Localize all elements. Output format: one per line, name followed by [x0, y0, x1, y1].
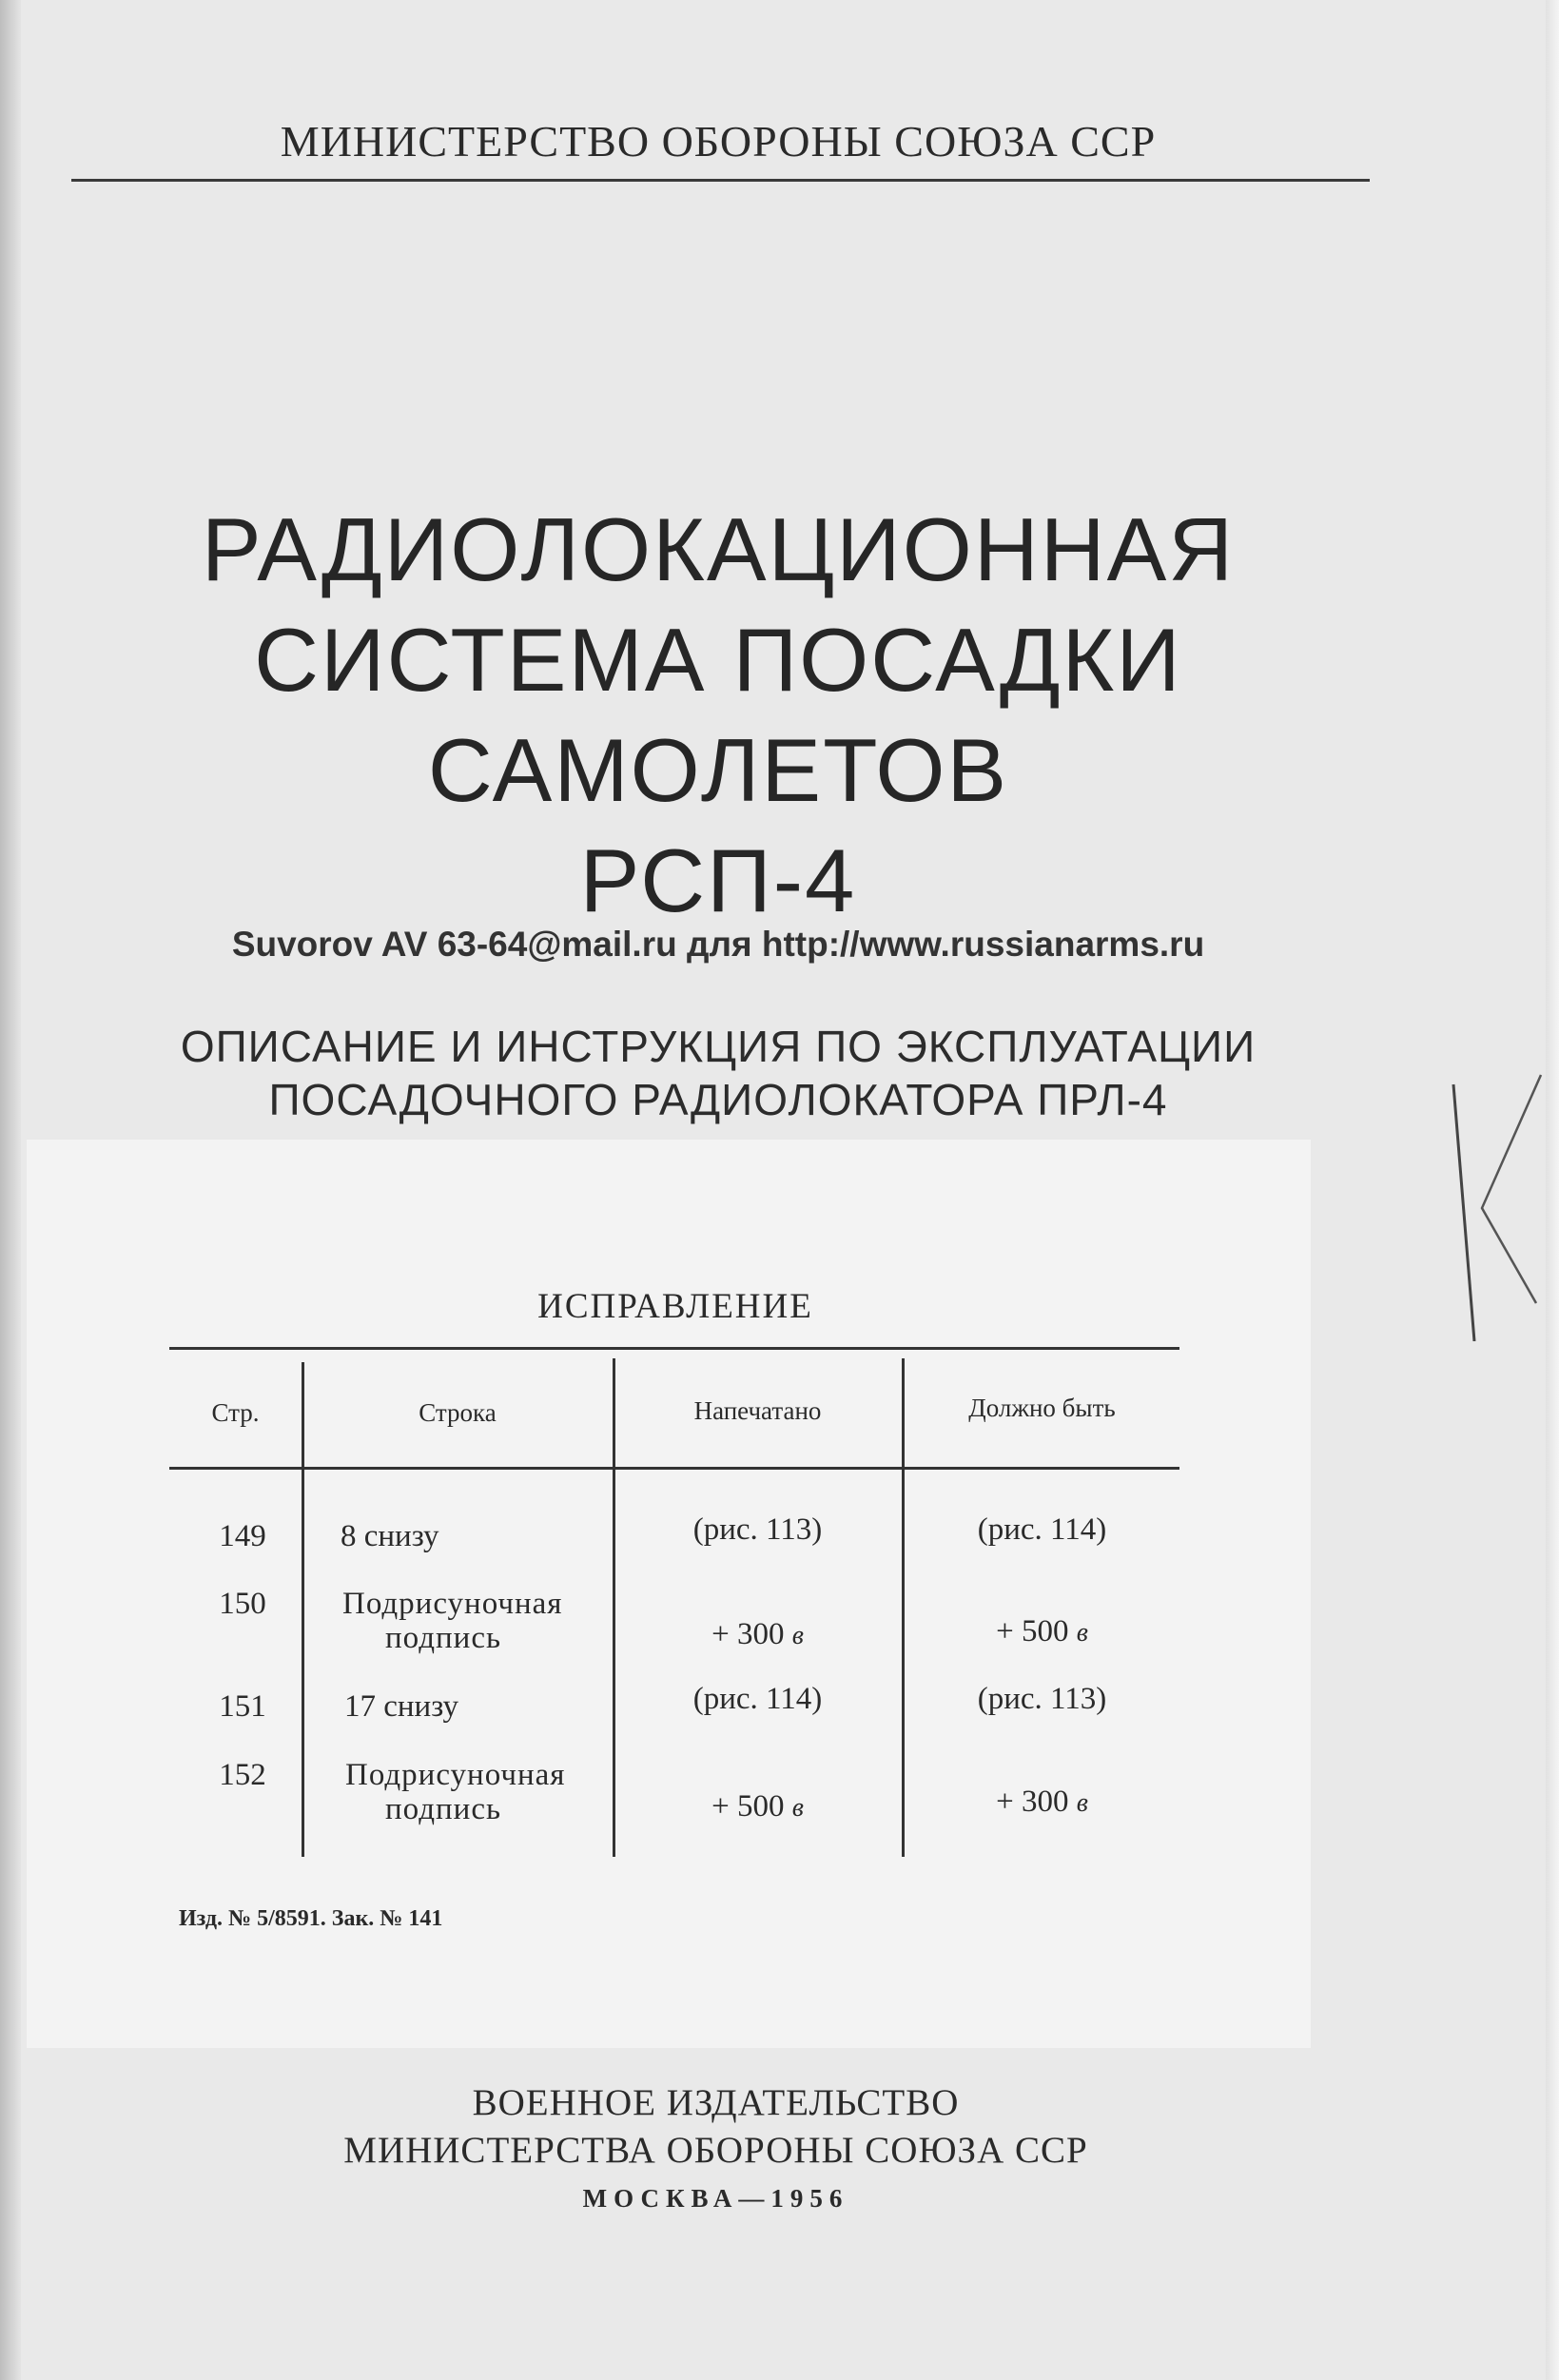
unit-volt: в: [1076, 1788, 1088, 1818]
publisher-city-year: МОСКВА—1956: [582, 2184, 849, 2213]
table-header-rule: [169, 1467, 1179, 1470]
unit-volt: в: [791, 1621, 804, 1650]
erratum-title: ИСПРАВЛЕНИЕ: [537, 1287, 813, 1326]
correct-value: + 500: [996, 1614, 1069, 1648]
table-cell-correct: [905, 1614, 1179, 1650]
table-cell-line: Подрисуночная: [342, 1587, 563, 1621]
table-column-divider: [613, 1358, 615, 1857]
imprint-line: Изд. № 5/8591. Зак. № 141: [179, 1906, 443, 1931]
scan-credit: Suvorov AV 63-64@mail.ru для http://www.russianarms.ru: [231, 925, 1205, 964]
table-cell-printed: (рис. 114): [692, 1682, 823, 1716]
table-cell-page: 152: [219, 1758, 266, 1792]
column-header-correct: Должно быть: [968, 1394, 1116, 1422]
title-line: РАДИОЛОКАЦИОННАЯ: [201, 499, 1236, 599]
publisher-line: ВОЕННОЕ ИЗДАТЕЛЬСТВО: [472, 2082, 960, 2123]
unit-volt: в: [1076, 1618, 1088, 1648]
correct-value: + 300: [996, 1785, 1069, 1819]
table-cell-printed: (рис. 113): [692, 1512, 823, 1547]
subtitle-line: ОПИСАНИЕ И ИНСТРУКЦИЯ ПО ЭКСПЛУАТАЦИИ: [180, 1022, 1257, 1071]
table-column-divider: [302, 1362, 304, 1857]
column-header-printed: Напечатано: [693, 1396, 822, 1425]
table-cell-line-cont: подпись: [385, 1792, 502, 1826]
title-line: СИСТЕМА ПОСАДКИ: [254, 610, 1182, 710]
table-cell-line: 17 снизу: [344, 1689, 459, 1724]
page-edge-left: [0, 0, 21, 2380]
pencil-mark-icon: [1436, 1065, 1550, 1341]
header-rule: [71, 179, 1370, 182]
table-cell-page: 151: [219, 1689, 266, 1724]
column-header-line: Строка: [419, 1398, 497, 1427]
publisher-block: [0, 2079, 1432, 2222]
table-cell-page: 149: [219, 1519, 266, 1553]
printed-value: + 300: [711, 1617, 785, 1651]
table-cell-line-cont: подпись: [385, 1621, 502, 1655]
publisher-line: МИНИСТЕРСТВА ОБОРОНЫ СОЮЗА ССР: [343, 2130, 1088, 2171]
table-cell-printed: [615, 1789, 900, 1825]
table-cell-printed: [615, 1617, 900, 1653]
document-title: [0, 495, 1436, 936]
ministry-header: МИНИСТЕРСТВО ОБОРОНЫ СОЮЗА ССР: [280, 117, 1157, 166]
table-top-rule: [169, 1347, 1179, 1350]
title-line: САМОЛЕТОВ: [427, 720, 1009, 820]
unit-volt: в: [791, 1793, 804, 1823]
table-cell-line: Подрисуночная: [345, 1758, 566, 1792]
table-cell-correct: [905, 1785, 1179, 1821]
table-cell-line: 8 снизу: [341, 1519, 439, 1553]
column-header-page: Стр.: [211, 1398, 260, 1427]
table-column-divider: [902, 1358, 905, 1857]
document-subtitle: [0, 1020, 1436, 1126]
title-line: РСП-4: [579, 830, 857, 930]
table-cell-correct: (рис. 114): [977, 1512, 1107, 1547]
table-cell-page: 150: [219, 1587, 266, 1621]
printed-value: + 500: [711, 1789, 785, 1824]
table-cell-correct: (рис. 113): [977, 1682, 1107, 1716]
subtitle-line: ПОСАДОЧНОГО РАДИОЛОКАТОРА ПРЛ-4: [268, 1075, 1168, 1124]
